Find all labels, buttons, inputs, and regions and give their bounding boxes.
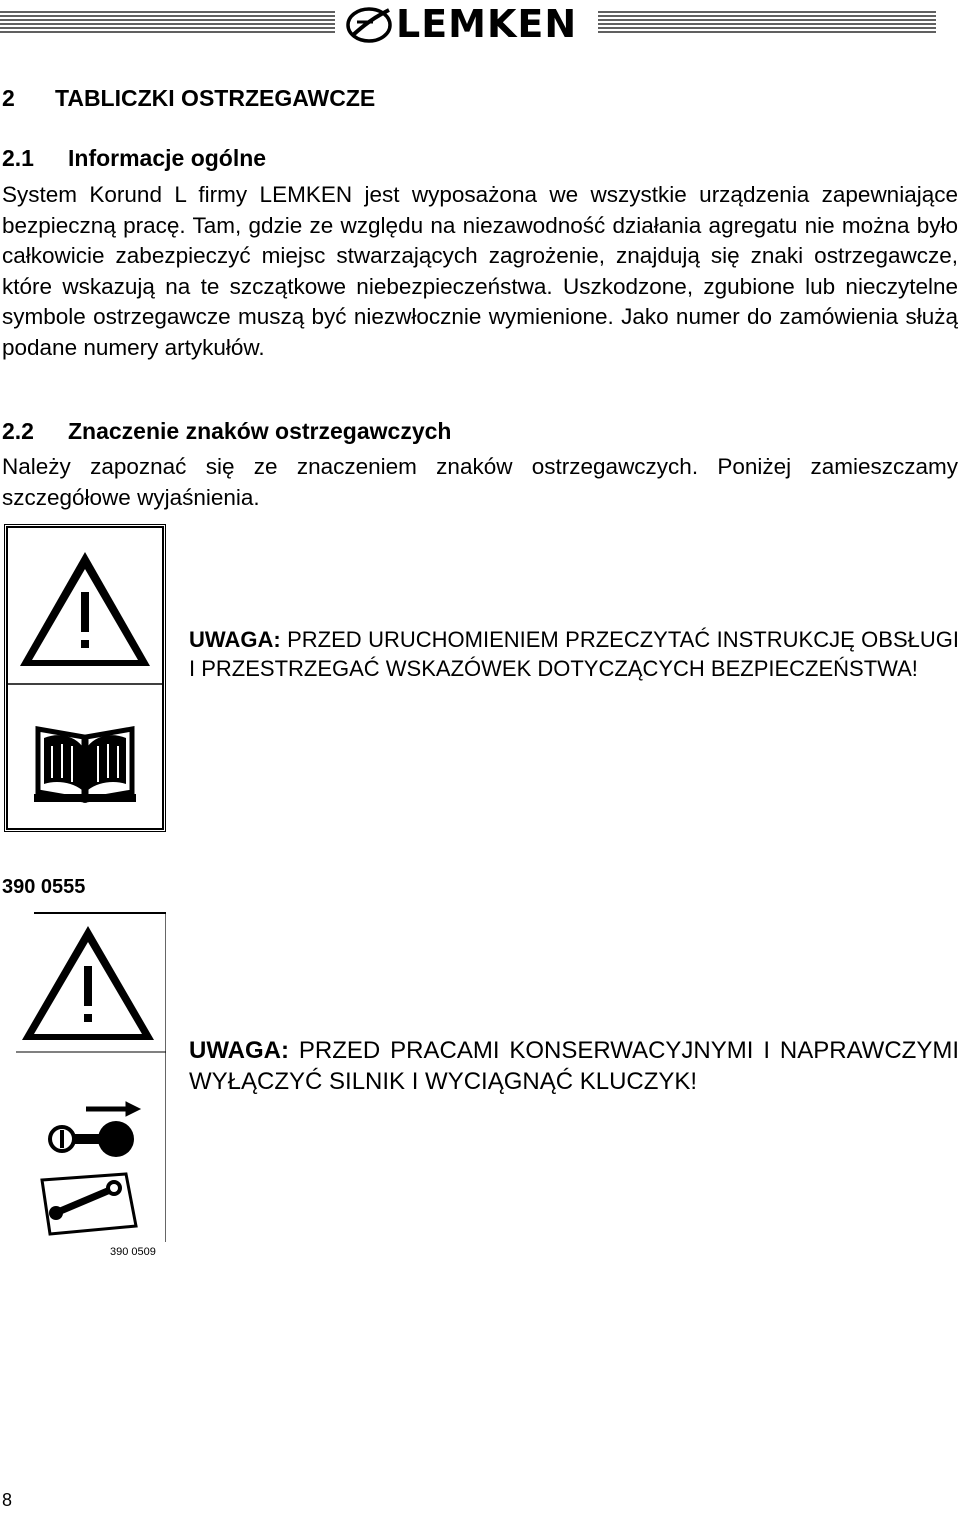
section-2-2-number: 2.2 [2,418,34,444]
sign-1-body: PRZED URUCHOMIENIEM PRZECZYTAĆ INSTRUKCJĘ OBSŁUGI I PRZESTRZEGAĆ WSKAZÓWEK DOTYCZĄCYCH BEZPIECZEŃSTWA! [189,627,959,681]
section-2-2-paragraph: Należy zapoznać się ze znaczeniem znaków ostrzegawczych. Poniżej zamieszczamy szczegółowe wyjaśnienia. [2,454,958,510]
sign-2-lead: UWAGA: [189,1037,289,1064]
sign-2-text [189,1035,959,1097]
ignition-key-icon [50,1102,140,1157]
sign-1-article-number: 390 0555 [2,876,86,898]
lemken-logo-icon [345,4,393,46]
wrench-book-icon [42,1174,136,1234]
brand-name: LEMKEN [396,2,578,46]
page-number: 8 [2,1490,13,1510]
main-heading-title: TABLICZKI OSTRZEGAWCZE [55,85,376,111]
sign-2-body: PRZED PRACAMI KONSERWACYJNYMI I NAPRAWCZYMI WYŁĄCZYĆ SILNIK I WYCIĄGNĄĆ KLUCZYK! [189,1037,959,1095]
warning-sign-1 [4,524,166,832]
section-2-1-heading [2,145,267,172]
sign-1-text [189,625,959,683]
header [0,0,960,50]
main-heading [2,85,376,112]
open-book-icon [34,729,136,802]
section-2-2-title: Znaczenie znaków ostrzegawczych [68,418,452,444]
sign-2-article-number: 390 0509 [110,1246,156,1258]
warning-sign-2 [6,912,166,1252]
section-2-1-number: 2.1 [2,145,34,171]
sign-1-lead: UWAGA: [189,627,281,652]
warning-triangle-icon [22,926,154,1040]
section-2-2-heading [2,418,452,445]
section-2-1-title: Informacje ogólne [68,145,267,171]
main-heading-number: 2 [2,85,15,111]
section-2-1-paragraph: System Korund L firmy LEMKEN jest wyposażona we wszystkie urządzenia zapewniające bezpieczną pracę. Tam, gdzie ze względu na niezawodność działania agregatu nie można było całkowicie zabezpieczyć miejsc stwarzających zagrożenie, znajdują się znaki ostrzegawcze, które wskazują na te szczątkowe niebezpieczeństwa. Uszkodzone, zgubione lub nieczytelne symbole ostrzegawcze muszą być niezwłocznie wymienione. Jako numer do zamówienia służą podane numery artykułów. [2,182,958,360]
